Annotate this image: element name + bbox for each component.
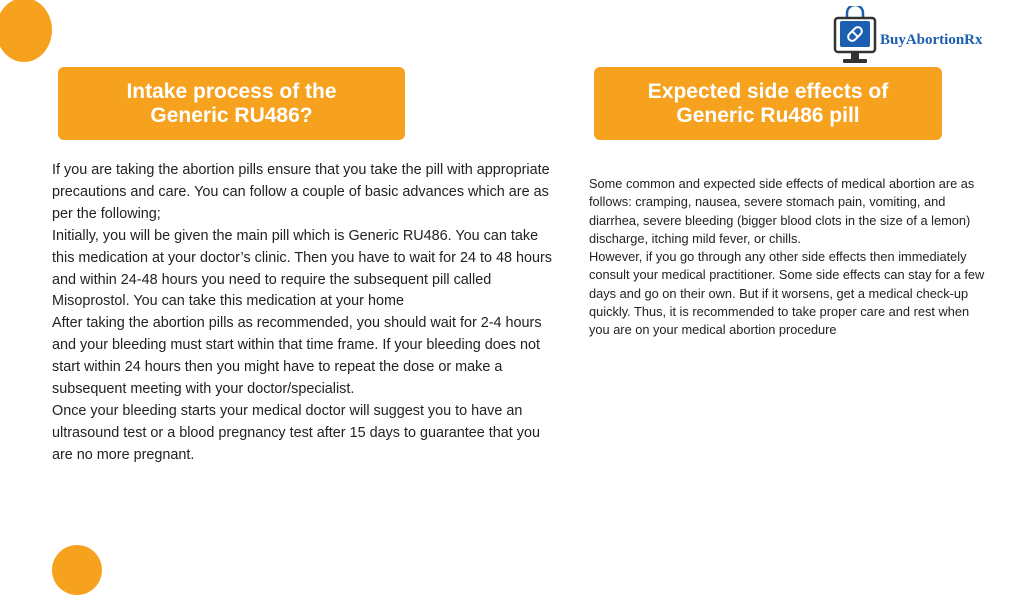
- side-effects-banner: [594, 67, 942, 140]
- side-effects-paragraph: Some common and expected side effects of medical abortion are as follows: cramping, nausea, severe stomach pain, vomiting, and diarrhea, severe bleeding (bigger blood clots in the size of a lemon) discharge, itching mild fever, or chills.: [589, 176, 975, 246]
- side-effects-text: [589, 175, 989, 340]
- intake-process-text: [52, 160, 552, 467]
- side-effects-title-line2: Generic Ru486 pill: [676, 103, 860, 127]
- brand-name: BuyAbortionRx: [880, 32, 983, 48]
- shopping-bag-monitor-icon: [832, 6, 878, 66]
- intake-title-line2: Generic RU486?: [150, 103, 313, 127]
- side-effects-paragraph: However, if you go through any other side effects then immediately consult your medical practitioner. Some side effects can stay for a few days and go on their own. But if it worsens, get a medical check-up quickly. Thus, it is recommended to take proper care and rest when you are on your medical abortion procedure: [589, 249, 985, 338]
- intake-paragraph: After taking the abortion pills as recommended, you should wait for 2-4 hours and your bleeding must start within that time frame. If your bleeding does not start within 24 hours then you might have to repeat the dose or make a subsequent meeting with your doctor/specialist.: [52, 315, 542, 398]
- intake-process-banner: [58, 67, 405, 140]
- intake-paragraph: Initially, you will be given the main pill which is Generic RU486. You can take this medication at your doctor’s clinic. Then you have to wait for 24 to 48 hours and within 24-48 hours you need to require the subsequent pill called Misoprostol. You can take this medication at your home: [52, 227, 552, 310]
- intake-title-line1: Intake process of the: [126, 79, 337, 103]
- brand-logo[interactable]: [832, 6, 1012, 66]
- decorative-circle-top: [0, 0, 52, 62]
- decorative-circle-bottom: [52, 545, 102, 595]
- intake-paragraph: If you are taking the abortion pills ensure that you take the pill with appropriate precautions and care. You can follow a couple of basic advances which are as per the following;: [52, 162, 550, 222]
- side-effects-title-line1: Expected side effects of: [647, 79, 889, 103]
- intake-paragraph: Once your bleeding starts your medical doctor will suggest you to have an ultrasound test or a blood pregnancy test after 15 days to guarantee that you are no more pregnant.: [52, 402, 541, 463]
